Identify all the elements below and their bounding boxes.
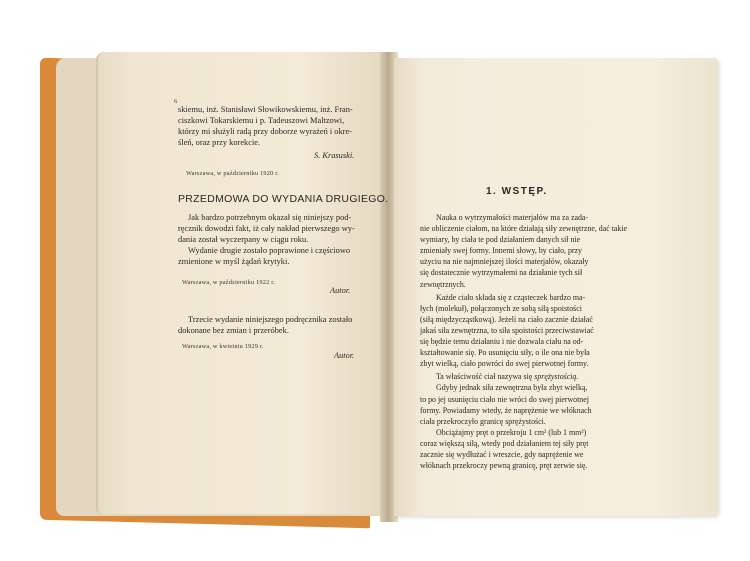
text-fragment: Ta właściwość ciał nazywa się [436, 372, 535, 382]
text-line: zacznie się wydłużać i wreszcie, gdy naprężenie we [420, 449, 584, 459]
text-line: Gdyby jednak siła zewnętrzna była zbyt wielką, [436, 383, 588, 393]
text-line: zewnętrznych. [420, 279, 466, 289]
text-line: kształtowanie się. Po usunięciu siły, o ile ona nie była [420, 348, 590, 358]
text-line: Jak bardzo potrzebnym okazał się niniejszy pod- [188, 213, 352, 222]
third-edition-text [178, 314, 383, 336]
text-line: dokonane bez zmian i przeróbek. [178, 326, 289, 335]
text-line: zmieniały swej formy. Innemi słowy, by ciało, przy [420, 246, 583, 256]
text-line: (siłą międzycząstkową). Jeżeli na ciało zacznie działać [420, 314, 593, 324]
author-signature: Autor. [334, 351, 355, 360]
text-line: się dostatecznie wytrzymałemi na działanie tych sił [420, 268, 583, 278]
date-1920: Warszawa, w październiku 1920 r. [186, 170, 279, 177]
text-line: Nauka o wytrzymałości materjałów ma za zada- [436, 213, 589, 222]
text-line: ciszkowi Tokarskiemu i p. Tadeuszowi Maltzowi, [178, 116, 345, 125]
text-line: jakaś siła zewnętrzna, to siła spoistości przeciwstawiać [420, 325, 594, 335]
text-line [420, 371, 672, 382]
text-line: wymiary, by ciała te pod działaniem danych sił nie [420, 235, 581, 245]
text-line: ciała przekroczyło granicę sprężystości. [420, 416, 546, 426]
text-line: nie obliczenie ciałom, na które działają siły zewnętrzne, dać takie [420, 224, 628, 234]
text-line: skiemu, inż. Stanisławi Słowikowskiemu, inż. Fran- [178, 105, 353, 114]
acknowledgement-text [178, 104, 378, 148]
text-line: włóknach przekroczy pewną granicę, pręt zerwie się. [420, 461, 588, 471]
chapter-heading: 1. WSTĘP. [486, 186, 548, 197]
text-line: śleń, oraz przy korekcie. [178, 138, 261, 147]
text-line: użyciu na nie najmniejszej ilości materjałów, okazały [420, 257, 589, 267]
author-signature: Autor. [330, 286, 351, 295]
text-line: Wydanie drugie zostało poprawione i częściowo [188, 246, 351, 255]
text-line: zmienione w myśl żądań krytyki. [178, 257, 290, 266]
date-1929: Warszawa, w kwietniu 1929 r. [182, 343, 264, 350]
text-line: Trzecie wydanie niniejszego podręcznika zostało [188, 315, 353, 324]
text-line: którzy mi służyli radą przy doborze wyrażeń i okre- [178, 127, 352, 136]
text-line: Obciążajmy pręt o przekroju 1 cm² (lub 1 mm²) [436, 427, 587, 437]
emphasized-term: sprężystością. [534, 372, 579, 382]
second-edition-text [178, 212, 378, 267]
text-line: formy. Powiadamy wtedy, że naprężenie we włóknach [420, 405, 592, 415]
text-line: Każde ciało składa się z cząsteczek bardzo ma- [436, 292, 586, 302]
text-line: coraz większą siłą, wtedy pod działaniem tej siły pręt [420, 438, 589, 448]
page-number: 6 [174, 98, 178, 105]
text-line: ręcznik dowodzi fakt, iż cały nakład pierwszego wy- [178, 224, 355, 233]
text-line: zbyt wielką, ciało powróci do swej pierwotnej formy. [420, 359, 589, 369]
text-line: to po jej usunięciu ciało nie wróci do swej pierwotnej [420, 394, 589, 404]
intro-paragraph [420, 212, 672, 471]
text-line: łych (molekuł), połączonych ze sobą siłą spoistości [420, 303, 582, 313]
text-line: dania został wyczerpany w ciągu roku. [178, 235, 309, 244]
signature: S. Krasuski. [314, 151, 355, 160]
preface-heading: PRZEDMOWA DO WYDANIA DRUGIEGO. [178, 193, 389, 205]
text-line: się będzie temu działaniu i nie dozwala ciału na od- [420, 337, 584, 347]
date-1922: Warszawa, w październiku 1922 r. [182, 279, 275, 286]
